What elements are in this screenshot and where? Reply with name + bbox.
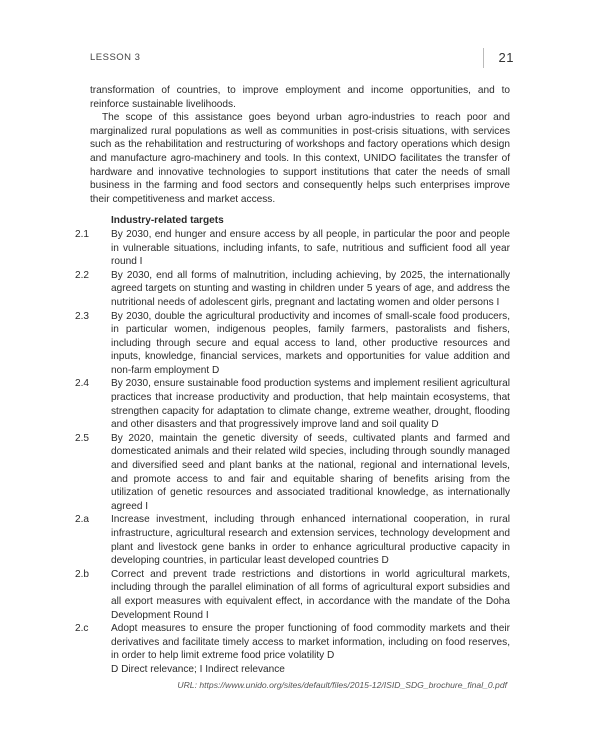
targets-list	[75, 228, 510, 663]
target-item	[75, 377, 510, 431]
target-number: 2.1	[75, 228, 90, 240]
target-number: 2.5	[75, 432, 90, 444]
target-text: By 2030, end all forms of malnutrition, including achieving, by 2025, the internationally agreed targets on stunting and wasting in children under 5 years of age, and address the nutritional needs of adolescent girls, pregnant and lactating women and older persons I	[111, 269, 510, 308]
target-number: 2.3	[75, 310, 90, 322]
header-divider	[483, 48, 484, 68]
target-item	[75, 622, 510, 663]
target-item	[75, 568, 510, 622]
target-item	[75, 513, 510, 567]
target-text: By 2030, ensure sustainable food production systems and implement resilient agricultural practices that increase productivity and production, that help maintain ecosystems, that strengthen capacity for adaptation to climate change, extreme weather, drought, flooding and other disasters and that progressively improve land and soil quality D	[111, 378, 510, 431]
page-number: 21	[498, 50, 514, 65]
target-text: Correct and prevent trade restrictions and distortions in world agricultural markets, including through the parallel elimination of all forms of agricultural export subsidies and all export measures with equivalent effect, in accordance with the mandate of the Doha Development Round I	[111, 568, 510, 621]
target-number: 2.2	[75, 269, 90, 281]
target-item	[75, 310, 510, 378]
target-number: 2.c	[75, 623, 89, 635]
section-heading: Industry-related targets	[111, 215, 224, 227]
source-url: URL: https://www.unido.org/sites/default/files/2015-12/ISID_SDG_brochure_final_0.pdf	[177, 679, 507, 690]
paragraph-1: transformation of countries, to improve employment and income opportunities, and to reinforce sustainable livelihoods.	[90, 85, 510, 110]
page-body	[75, 84, 510, 692]
target-number: 2.b	[75, 568, 90, 580]
target-item	[75, 432, 510, 514]
target-text: Increase investment, including through enhanced international cooperation, in rural infrastructure, agricultural research and extension services, technology development and plant and livestock gene banks in order to enhance agricultural productive capacity in developing countries, in particular least developed countries D	[111, 514, 510, 567]
paragraph-2: The scope of this assistance goes beyond urban agro-industries to reach poor and marginalized rural populations as well as communities in post-crisis situations, with services such as the rehabilitation and restructuring of workshops and factory operations which design and manufacture agro-machinery and tools. In this context, UNIDO facilitates the transfer of hardware and innovative technologies to support institutions that cater the needs of small business in the farming and food sectors and consequently helps such enterprises improve their competitiveness and market access.	[90, 112, 510, 205]
target-item	[75, 228, 510, 269]
target-text: Adopt measures to ensure the proper functioning of food commodity markets and their derivatives and facilitate timely access to market information, including on food reserves, in order to help limit extreme food price volatility D	[111, 623, 510, 662]
lesson-label: LESSON 3	[90, 52, 141, 63]
page-header	[90, 48, 512, 68]
target-text: By 2030, end hunger and ensure access by all people, in particular the poor and people in vulnerable situations, including infants, to safe, nutritious and sufficient food all year round I	[111, 228, 510, 268]
target-text: By 2030, double the agricultural productivity and incomes of small-scale food producers, in particular women, indigenous peoples, family farmers, pastoralists and fishers, including through secure and equal access to land, other productive resources and inputs, knowledge, financial services, markets and opportunities for value addition and non-farm employment D	[111, 310, 510, 376]
target-number: 2.4	[75, 378, 90, 390]
target-number: 2.a	[75, 514, 90, 526]
target-item	[75, 269, 510, 310]
target-text: By 2020, maintain the genetic diversity of seeds, cultivated plants and farmed and domesticated animals and their related wild species, including through soundly managed and diversified seed and plant banks at the national, regional and international levels, and promote access to and fair and equitable sharing of benefits arising from the utilization of genetic resources and associated traditional knowledge, as internationally agreed I	[111, 432, 510, 512]
relevance-legend: D Direct relevance; I Indirect relevance	[111, 663, 285, 675]
